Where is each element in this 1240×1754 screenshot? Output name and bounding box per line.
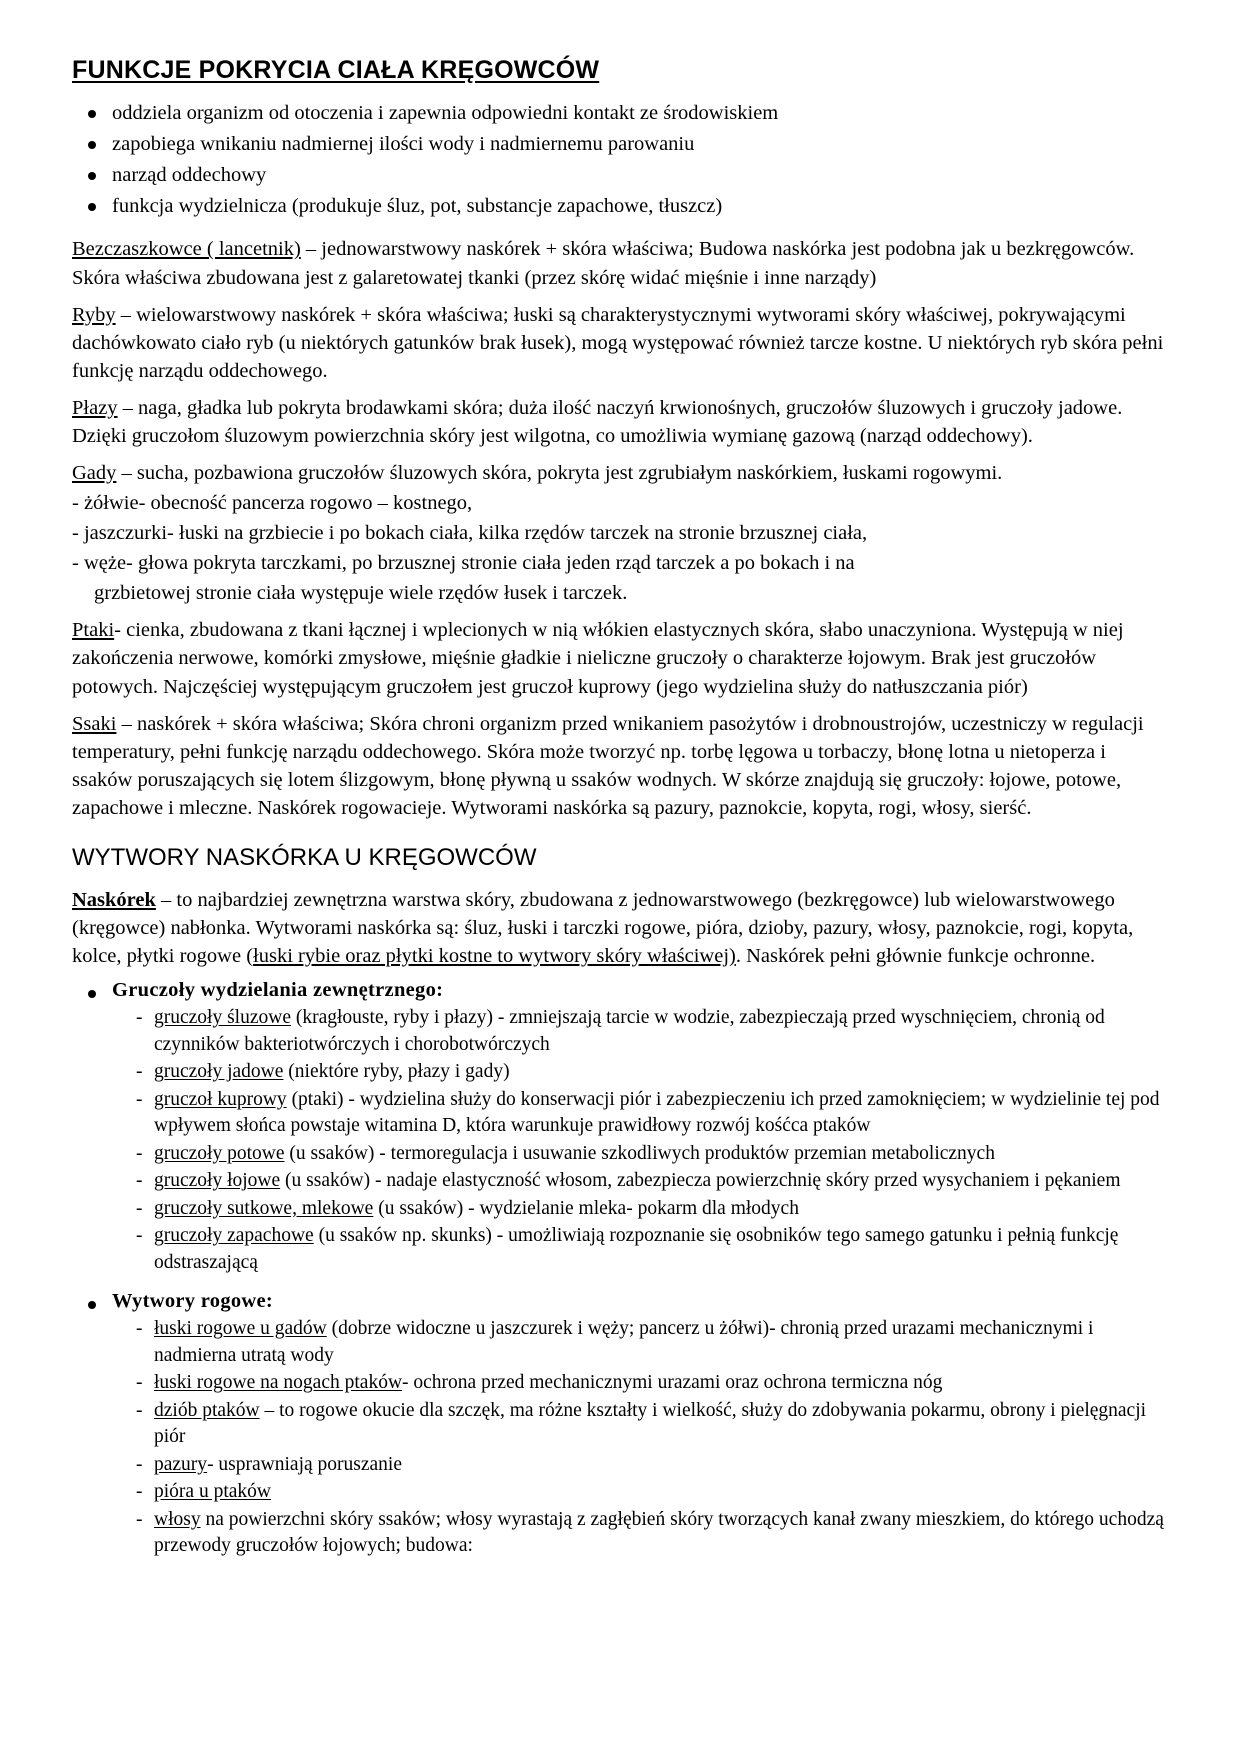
- term-plazy: Płazy: [72, 396, 118, 419]
- list-item-gruczoly-wydzielania: [72, 979, 1168, 1276]
- sub-list-wytwory-rogowe: [112, 1316, 1168, 1560]
- sub-text: – to rogowe okucie dla szczęk, ma różne kształty i wielkość, służy do zdobywania pokarmu, obrony i pielęgnacji piór: [154, 1399, 1147, 1448]
- sub-text: (u ssaków) - termoregulacja i usuwanie szkodliwych produktów przemian metabolicznych: [284, 1142, 995, 1164]
- sub-list-gruczoly: [112, 1005, 1168, 1276]
- list-item: [134, 1452, 1168, 1479]
- sub-term: gruczoły potowe: [154, 1142, 285, 1164]
- wytwory-block-list: [72, 979, 1168, 1560]
- paragraph-text: – sucha, pozbawiona gruczołów śluzowych skóra, pokryta jest zgrubiałym naskórkiem, łuskami rogowymi.: [116, 461, 1003, 484]
- paragraph-gady: [72, 459, 1168, 487]
- paragraph-ptaki: [72, 616, 1168, 700]
- paragraph-text: – wielowarstwowy naskórek + skóra właściwa; łuski są charakterystycznymi wytworami skóry właściwej, pokrywającymi dachówkowato ciało ryb (u niektórych gatunków brak łusek), mogą występować również tarcze kostne. U niektórych ryb skóra pełni funkcję narządu oddechowego.: [72, 303, 1164, 382]
- sub-term: gruczoły łojowe: [154, 1170, 281, 1192]
- gady-dash-weze: - węże- głowa pokryta tarczkami, po brzusznej stronie ciała jeden rząd tarczek a po bokach i na: [72, 552, 855, 575]
- sub-term: gruczoły sutkowe, mlekowe: [154, 1197, 374, 1219]
- paragraph-ryby: [72, 301, 1168, 385]
- sub-term: łuski rogowe u gadów: [154, 1318, 327, 1340]
- gady-dash-weze-cont: grzbietowej stronie ciała występuje wiele rzędów łusek i tarczek.: [94, 582, 628, 605]
- list-item-wytwory-rogowe: [72, 1290, 1168, 1560]
- term-ssaki: Ssaki: [72, 712, 117, 735]
- sub-text: (kragłouste, ryby i płazy) - zmniejszają tarcie w wodzie, zabezpieczają przed wyschnięciem, chronią od czynników bakteriotwórczych i chorobotwórczych: [154, 1007, 1105, 1055]
- sub-text: (niektóre ryby, płazy i gady): [283, 1061, 510, 1083]
- list-item: narząd oddechowy: [72, 161, 1168, 190]
- list-item: [134, 1196, 1168, 1223]
- list-item: [134, 1398, 1168, 1451]
- sub-text: (ptaki) - wydzielina służy do konserwacji piór i zabezpieczeniu ich przed zamoknięciem; w wydzielinie tej pod wpływem słońca powstaje witamina D, która warunkuje prawidłowy rozwój kośćca ptaków: [154, 1088, 1160, 1137]
- paragraph-bezczaszkowce: [72, 235, 1168, 291]
- term-gady: Gady: [72, 461, 117, 484]
- term-ryby: Ryby: [72, 303, 116, 326]
- sub-term: włosy: [154, 1508, 201, 1530]
- sub-term: gruczoły śluzowe: [154, 1007, 291, 1029]
- list-item: [134, 1087, 1168, 1140]
- paragraph-ssaki: [72, 710, 1168, 822]
- list-item: [134, 1223, 1168, 1276]
- list-item: [134, 1005, 1168, 1058]
- list-item: [134, 1168, 1168, 1195]
- sub-term: gruczoły jadowe: [154, 1061, 284, 1083]
- term-bezczaszkowce: Bezczaszkowce ( lancetnik): [72, 238, 301, 261]
- list-item: [134, 1316, 1168, 1369]
- sub-term: gruczoł kuprowy: [154, 1088, 287, 1110]
- sub-text: (u ssaków) - nadaje elastyczność włosom, zabezpiecza powierzchnię skóry przed wysychaniem i pękaniem: [280, 1170, 1121, 1192]
- term-naskorek: Naskórek: [72, 888, 156, 911]
- list-item: zapobiega wnikaniu nadmiernej ilości wody i nadmiernemu parowaniu: [72, 130, 1168, 159]
- sub-text: na powierzchni skóry ssaków; włosy wyrastają z zagłębień skóry tworzących kanał zwany mieszkiem, do którego uchodzą przewody gruczołów łojowych; budowa:: [154, 1508, 1164, 1557]
- paragraph-text: – naga, gładka lub pokryta brodawkami skóra; duża ilość naczyń krwionośnych, gruczołów śluzowych i gruczoły jadowe. Dzięki gruczołom śluzowym powierzchnia skóry jest wilgotna, co umożliwia wymianę gazową (narząd oddechowy).: [72, 396, 1123, 447]
- sub-text: (u ssaków) - wydzielanie mleka- pokarm dla młodych: [373, 1197, 799, 1219]
- list-item: [134, 1059, 1168, 1086]
- sub-term: gruczoły zapachowe: [154, 1225, 314, 1247]
- list-item: [134, 1370, 1168, 1397]
- paragraph-text-2: . Naskórek pełni głównie funkcje ochronne.: [735, 945, 1096, 968]
- paragraph-text-1: – to najbardziej zewnętrzna warstwa skóry, zbudowana z jednowarstwowego (bezkręgowce) lub wielowarstwowego (kręgowce) nabłonka. Wytworami naskórka są: śluz, łuski i tarczki rogowe, pióra, dzioby, pazury, włosy, paznokcie, rogi, kopyta, kolce, płytki rogowe (: [72, 888, 1134, 968]
- paragraph-text: – jednowarstwowy naskórek + skóra właściwa; Budowa naskórka jest podobna jak u bezkręgowców. Skóra właściwa zbudowana jest z galaretowatej tkanki (przez skórę widać mięśnie i inne narządy): [72, 238, 1135, 289]
- sub-term: pazury: [154, 1453, 208, 1475]
- block-heading: Gruczoły wydzielania zewnętrznego:: [112, 979, 444, 1002]
- sub-text: - usprawniają poruszanie: [207, 1453, 402, 1475]
- list-item: funkcja wydzielnicza (produkuje śluz, pot, substancje zapachowe, tłuszcz): [72, 192, 1168, 221]
- list-item: [134, 1507, 1168, 1560]
- sub-text: (dobrze widoczne u jaszczurek i węży; pancerz u żółwi)- chronią przed urazami mechanicznymi i nadmierna utratą wody: [154, 1318, 1094, 1366]
- paragraph-plazy: [72, 394, 1168, 450]
- section-heading-wytwory-naskorka: WYTWORY NASKÓRKA U KRĘGOWCÓW: [72, 843, 537, 871]
- paragraph-text-underlined: łuski rybie oraz płytki kostne to wytwory skóry właściwej): [253, 945, 736, 968]
- sub-term: pióra u ptaków: [154, 1481, 271, 1503]
- sub-term: dziób ptaków: [154, 1399, 260, 1421]
- paragraph-text: – naskórek + skóra właściwa; Skóra chroni organizm przed wnikaniem pasożytów i drobnoustrojów, uczestniczy w regulacji temperatury, pełni funkcję narządu oddechowego. Skóra może tworzyć np. torbę lęgowa u torbaczy, błonę lotna u nietoperza i ssaków poruszających się lotem ślizgowym, błonę pływną u ssaków wodnych. W skórze znajdują się gruczoły: łojowe, potowe, zapachowe i mleczne. Naskórek rogowacieje. Wytworami naskórka są pazury, paznokcie, kopyta, rogi, włosy, sierść.: [72, 712, 1144, 819]
- intro-bullet-list: [72, 99, 1168, 221]
- block-heading: Wytwory rogowe:: [112, 1290, 274, 1313]
- sub-text: - ochrona przed mechanicznymi urazami oraz ochrona termiczna nóg: [402, 1372, 943, 1394]
- paragraph-naskorek: [72, 886, 1168, 970]
- sub-term: łuski rogowe na nogach ptaków: [154, 1372, 403, 1394]
- page-title: FUNKCJE POKRYCIA CIAŁA KRĘGOWCÓW: [72, 56, 600, 84]
- sub-text: (u ssaków np. skunks) - umożliwiają rozpoznanie się osobników tego samego gatunku i pełnią funkcję odstraszającą: [154, 1225, 1119, 1273]
- term-ptaki: Ptaki: [72, 619, 115, 642]
- list-item: oddziela organizm od otoczenia i zapewnia odpowiedni kontakt ze środowiskiem: [72, 99, 1168, 128]
- gady-dash-jaszczurki: - jaszczurki- łuski na grzbiecie i po bokach ciała, kilka rzędów tarczek na stronie brzusznej ciała,: [72, 522, 868, 545]
- paragraph-text: - cienka, zbudowana z tkani łącznej i wplecionych w nią włókien elastycznych skóra, słabo unaczyniona. Występują w niej zakończenia nerwowe, komórki zmysłowe, mięśnie gładkie i nieliczne gruczoły o charakterze łojowym. Brak jest gruczołów potowych. Najczęściej występującym gruczołem jest gruczoł kuprowy (jego wydzielina służy do natłuszczania piór): [72, 619, 1124, 698]
- list-item: [134, 1479, 1168, 1506]
- gady-dash-zolwie: - żółwie- obecność pancerza rogowo – kostnego,: [72, 492, 473, 515]
- list-item: [134, 1141, 1168, 1168]
